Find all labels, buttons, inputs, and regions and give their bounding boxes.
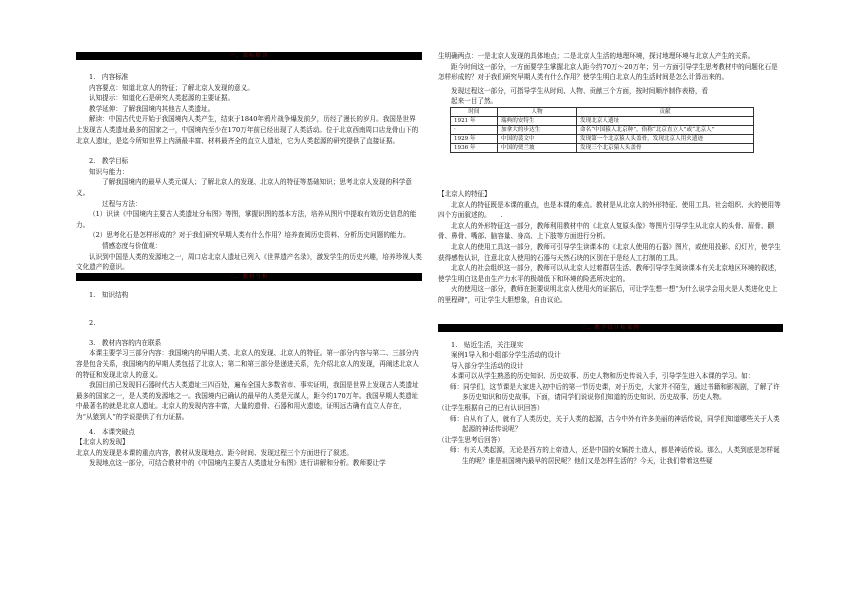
table-cell: 命名“中国猿人北京种”，俗称“北京直立人”或“北京人” [577, 125, 754, 134]
discovery-paragraph-1: 北京人的发现是本课的重点内容，教材从发现地点、距今时间、发现过程三个方面进行了叙述。 [76, 448, 353, 457]
discovery-paragraph-2: 发现地点这一部分，可结合教材中的《中国境内主要古人类遗址分布图》进行讲解和分析。教师要让学 [89, 459, 386, 468]
section-bar-design: 三、教学设计和案例 [438, 324, 783, 332]
discovery-subheading: 【北京人的发现】 [76, 438, 129, 447]
left-column [76, 0, 422, 469]
col-header-contribution: 贡献 [577, 107, 754, 116]
interpretation-paragraph: 解读：中国古代史开始于我国境内人类产生，结束于1840年鸦片战争爆发前夕，历经了漫长的岁月。我国是世界上发现古人类遗址最多的国家之一，中国境内至少在170万年前已经出现了人类活动。位于北京西南周口店龙骨山下的北京人遗址，是迄今所知世界上内涵最丰富、材料最齐全的直立人遗址，它为人类起源的研究提供了直接证据。 [76, 115, 419, 145]
table-header-row [451, 107, 754, 116]
discovery-table [450, 107, 754, 153]
attitude-values-text: 认识到中国是人类的发源地之一，周口店北京人遗址已列入《世界遗产名录》，激发学生的历史兴趣，培养珍视人类文化遗产的意识。 [76, 252, 422, 272]
table-row [451, 116, 754, 125]
section-bar-curriculum: 一、课标解读 [76, 52, 422, 60]
process-paragraph-end: 起来一目了然。 [451, 97, 498, 106]
right-column [438, 0, 783, 467]
cognitive-hint: 认知提示：知道化石是研究人类起源的主要证据。 [89, 94, 235, 103]
table-row [451, 125, 754, 134]
table-cell: 1921 年 [451, 116, 498, 125]
table-row [451, 143, 754, 152]
col-header-person: 人物 [498, 107, 577, 116]
process-paragraph: 发现过程这一部分，可指导学生从时间、人物、贡献三个方面，按时间顺序制作表格，看 [451, 86, 709, 95]
process-method-label: 过程与方法： [102, 199, 142, 208]
time-paragraph: 距今时间这一部分，一方面要学生掌握北京人距今约70万～20万年；另一方面引导学生思考教材中的问题化石是怎样形成的？对于我们研究早期人类有什么作用？使学生明白北京人的生活时间是怎么计算出来的。 [438, 62, 778, 82]
teacher-line-1: 师：同学们，这节课是大家进入初中后的第一节历史课，对于历史，大家并不陌生，通过书籍和影视剧，了解了许多历史知识和历史故事。下面，请同学们说说你们知道的历史知识、历史故事、历史人物。 [450, 382, 780, 402]
features-paragraph-1: 北京人的特征既是本课的重点，也是本课的难点。教材是从北京人的外形特征、使用工具、社会组织、火的使用等四个方面叙述的。 . [438, 200, 781, 220]
table-cell: · [451, 125, 498, 134]
breakthrough-heading: 4. 本课突破点 [89, 427, 135, 436]
table-cell: 瑞典的安特生 [498, 116, 577, 125]
table-cell: 1929 年 [451, 134, 498, 143]
features-paragraph-4: 北京人的社会组织这一部分，教师可以从北京人过着群居生活、教师引导学生阅读课本有关北京地区环境的叙述，使学生明白这是由生产力水平的极端低下和环境的险恶所决定的。 [438, 264, 781, 283]
teacher-line-3: 师：有关人类起源，无论是西方的上帝造人，还是中国的女娲抟土造人，都是神话传说。那么，人类到底是怎样诞生的呢？谁是祖国境内最早的居民呢？他们又是怎样生活的？今天，让我们带着这些疑 [450, 446, 780, 466]
attitude-values-label: 情感态度与价值观： [102, 241, 162, 250]
teacher-line-2: 师：自从有了人，就有了人类历史，关于人类的起源，古今中外有许多美丽的神话传说，同学们知道哪些关于人类起源的神话传说呢？ [450, 414, 780, 434]
col-header-time: 时间 [451, 107, 498, 116]
table-cell: 1936 年 [451, 143, 498, 152]
knowledge-ability-label: 知识与能力： [89, 167, 129, 176]
knowledge-ability-text: 了解我国境内的最早人类元谋人；了解北京人的发现、北京人的特征等基础知识；思考北京人发现的科学意义。 [76, 178, 412, 197]
location-continuation: 生明确两点：一是北京人发现的具体地点；二是北京人生活的地理环境，探讨地理环境与北京人产生的关系。 [438, 52, 755, 60]
internal-links-paragraph: 本课主要学习三部分内容：我国境内的早期人类、北京人的发现、北京人的特征。第一部分内容与第二、三部分内容是包含关系，我国境内的早期人类包括了北京人；第二和第三部分是递进关系，先介绍北京人的发现，再阐述北京人的特征和发现北京人的意义。 [76, 349, 419, 379]
teaching-goals-heading: 2. 教学目标 [89, 157, 129, 166]
knowledge-structure-heading: 1. 知识结构 [89, 290, 129, 299]
process-method-item-2: （2）思考化石是怎样形成的？对于我们研究早期人类有什么作用？培养查阅历史资料、分析历史问题的能力。 [89, 231, 410, 240]
design-heading: 1. 贴近生活，关注现实 [451, 340, 524, 349]
features-subheading: 【北京人的特征】 [438, 189, 491, 198]
item-2-heading: 2. [89, 319, 96, 328]
process-method-item-1: （1）识读《中国境内主要古人类遗址分布图》等图，掌握识图的基本方法，培养从图片中提取有效历史信息的能力。 [76, 210, 417, 229]
internal-links-heading: 3. 教材内容的内在联系 [89, 338, 162, 347]
table-cell: 中国的裴文中 [498, 134, 577, 143]
features-paragraph-2: 北京人的外形特征这一部分，教师利用教材中的《北京人复原头像》等图片引导学生从北京人的头骨、眉骨、颧骨、鼻骨、嘴部、脑容量、身高、上下肢等方面进行分析。 [438, 221, 775, 241]
case-title: 案例1导入和小组部分学生活动的设计 [451, 351, 561, 360]
table-row [451, 134, 754, 143]
table-cell: 加拿大的步达生 [498, 125, 577, 134]
sites-paragraph: 我国目前已发现旧石器时代古人类遗址三四百处，遍布全国大多数省市、事实证明，我国是世界上发现古人类遗址最多的国家之一，是人类的发源地之一。我国境内已确认的最早的人类是元谋人，距今约170万年。我国早期人类遗址中最著名的就是北京人遗址。北京人的发现内容丰富，大量的遗骨、石器和用火遗迹，证明远古确有直立人存在，为“从猿到人”的学说提供了有力证据。 [76, 381, 419, 422]
table-cell: 中国的贾兰坡 [498, 143, 577, 152]
intro-activity-title: 导入部分学生活动的设计 [451, 361, 524, 370]
content-standard-heading: 1. 内容标准 [89, 73, 129, 81]
student-note-1: （让学生根据自己的已有认识回答） [438, 404, 544, 413]
features-paragraph-5: 火的使用这一部分，教师在扼要说明北京人使用火的证据后，可让学生想一想“为什么说学会用火是人类进化史上的里程碑”，可让学生大胆想象，自由议论。 [438, 285, 778, 304]
content-point: 内容要点：知道北京人的特征；了解北京人发现的意义。 [89, 83, 254, 92]
student-note-2: （让学生思考后回答） [438, 435, 504, 444]
section-bar-textbook: 二、教材分析 [76, 273, 422, 281]
features-paragraph-3: 北京人的使用工具这一部分，教师可引导学生读课本的《北京人使用的石器》图片，或使用投影、幻灯片，使学生获得感性认识，注意北京人使用的石器与天然石块的区别在于是经人工打制的工具。 [438, 242, 781, 262]
intro-paragraph: 本课可以从学生熟悉的历史知识、历史故事、历史人物和历史传说入手，引导学生进入本课的学习。如： [451, 372, 755, 381]
table-cell: 发现第一个北京猿人头盖骨，发现北京人用火遗迹 [577, 134, 754, 143]
teaching-extension: 教学延伸：了解我国境内其他古人类遗址。 [89, 104, 215, 113]
table-cell: 发现三个北京猿人头盖骨 [577, 143, 754, 152]
table-cell: 发现北京人遗址 [577, 116, 754, 125]
